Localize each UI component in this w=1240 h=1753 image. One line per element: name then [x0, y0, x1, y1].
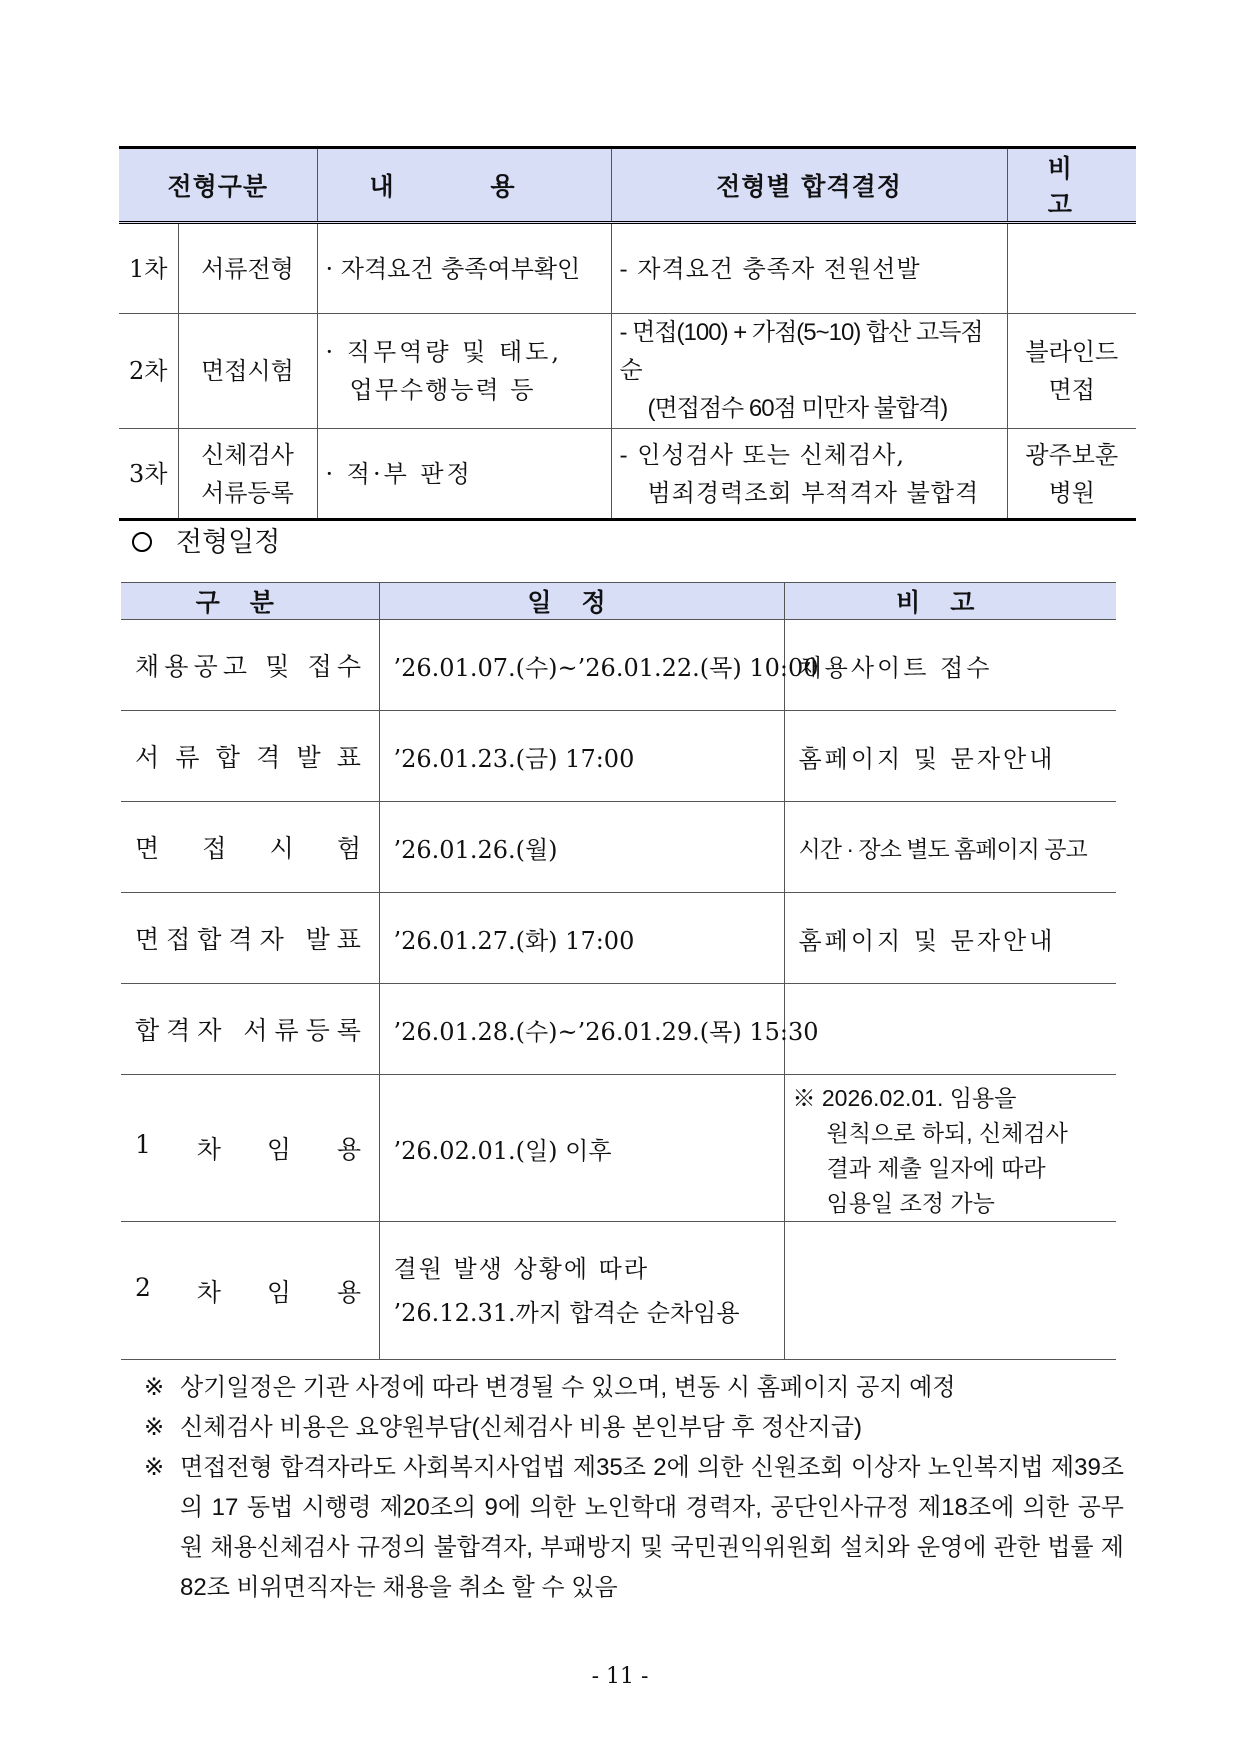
selection-criteria-table	[119, 146, 1136, 521]
table-row	[119, 429, 1136, 520]
category-cell	[121, 620, 379, 711]
header-schedule: 일정	[379, 583, 784, 620]
category-char: 임	[266, 1135, 291, 1164]
page-number: - 11 -	[591, 1664, 649, 1689]
table-row	[121, 711, 1116, 802]
remark-cell: 채용사이트 접수	[784, 620, 1116, 711]
category-char: 등	[305, 1016, 330, 1045]
header-category: 구분	[121, 583, 379, 620]
table-row	[121, 1075, 1116, 1222]
header-decision: 전형별 합격결정	[611, 148, 1007, 223]
category-char: 1	[135, 1130, 151, 1159]
category-char: 용	[336, 1135, 361, 1164]
category-cell	[121, 711, 379, 802]
footnote	[144, 1448, 1124, 1608]
table-row	[121, 893, 1116, 984]
stage-name-cell: 면접시험	[178, 314, 317, 429]
table-row	[119, 223, 1136, 314]
footnote-text: 신체검사 비용은 요양원부담(신체검사 비용 본인부담 후 정산지급)	[180, 1414, 862, 1441]
decision-cell: - 면접(100) + 가점(5~10) 합산 고득점 순 (면접점수 60점 미만자 불합격)	[611, 314, 1007, 429]
category-char: 공	[193, 652, 218, 681]
table1-header-row	[119, 148, 1136, 223]
footnote-text: 상기일정은 기관 사정에 따라 변경될 수 있으며, 변동 시 홈페이지 공지 예정	[180, 1374, 956, 1401]
footnote	[144, 1408, 1124, 1448]
category-char: 류	[274, 1016, 299, 1045]
footnote	[144, 1368, 1124, 1408]
category-char: 발	[305, 925, 330, 954]
stage-cell: 1차	[119, 223, 178, 314]
category-char: 록	[336, 1016, 361, 1045]
category-cell	[121, 984, 379, 1075]
decision-cell: - 인성검사 또는 신체검사, 범죄경력조회 부적격자 불합격	[611, 429, 1007, 520]
category-char: 격	[228, 925, 253, 954]
category-char: 채	[135, 652, 160, 681]
remark-cell: 홈페이지 및 문자안내	[784, 711, 1116, 802]
category-char	[294, 647, 302, 683]
footnotes	[144, 1368, 1124, 1608]
category-char: 격	[166, 1016, 191, 1045]
content-cell: · 직무역량 및 태도, 업무수행능력 등	[317, 314, 611, 429]
reference-mark: ※	[144, 1414, 165, 1441]
stage-cell: 3차	[119, 429, 178, 520]
content-cell: · 자격요건 충족여부확인	[317, 223, 611, 314]
category-cell	[121, 802, 379, 893]
category-char: 험	[336, 834, 361, 863]
category-char	[228, 1011, 236, 1047]
section-title: 전형일정	[176, 527, 281, 558]
category-char: 및	[265, 652, 290, 681]
category-char: 합	[215, 743, 240, 772]
category-char: 서	[135, 743, 160, 772]
schedule-cell: ’26.01.28.(수)~’26.01.29.(목) 15:30	[379, 984, 784, 1075]
category-char: 접	[202, 834, 227, 863]
circle-bullet-icon	[132, 532, 152, 552]
category-char	[252, 647, 260, 683]
category-char: 용	[336, 1277, 361, 1307]
category-char: 합	[135, 1016, 160, 1045]
category-cell	[121, 893, 379, 984]
decision-cell: - 자격요건 충족자 전원선발	[611, 223, 1007, 314]
schedule-cell: ’26.01.07.(수)~’26.01.22.(목) 10:00	[379, 620, 784, 711]
table-row	[121, 984, 1116, 1075]
category-char: 2	[135, 1272, 151, 1302]
stage-name-cell: 서류전형	[178, 223, 317, 314]
category-char: 표	[336, 925, 361, 954]
category-char: 접	[166, 925, 191, 954]
schedule-cell: 결원 발생 상황에 따라 ’26.12.31.까지 합격순 순차임용	[379, 1222, 784, 1360]
remark-cell	[1007, 223, 1136, 314]
stage-name-cell: 신체검사 서류등록	[178, 429, 317, 520]
category-char: 면	[135, 834, 160, 863]
remark-cell	[784, 984, 1116, 1075]
category-char: 임	[266, 1277, 291, 1307]
category-char: 류	[175, 743, 200, 772]
schedule-cell: ’26.01.27.(화) 17:00	[379, 893, 784, 984]
category-char: 격	[256, 743, 281, 772]
schedule-cell: ’26.01.23.(금) 17:00	[379, 711, 784, 802]
category-cell	[121, 1222, 379, 1360]
category-char	[291, 920, 299, 956]
category-char: 발	[296, 743, 321, 772]
reference-mark: ※	[144, 1374, 165, 1401]
schedule-table	[121, 582, 1116, 1360]
remark-cell: 광주보훈 병원	[1007, 429, 1136, 520]
remark-cell	[784, 1222, 1116, 1360]
footnote-text: 면접전형 합격자라도 사회복지사업법 제35조 2에 의한 신원조회 이상자 노인복지법 제39조의 17 동법 시행령 제20조의 9에 의한 노인학대 경력자, 공단인사규정 제18조에 의한 공무원 채용신체검사 규정의 불합격자, 부패방지 및 국민권익위원회 설치와 운영에 관한 법률 제82조 비위면직자는 채용을 취소 할 수 있음	[180, 1454, 1124, 1601]
reference-mark: ※	[144, 1454, 165, 1481]
table-row	[121, 1222, 1116, 1360]
remark-cell: 블라인드 면접	[1007, 314, 1136, 429]
content-cell: · 적·부 판정	[317, 429, 611, 520]
category-char: 서	[243, 1016, 268, 1045]
header-remark: 비고	[784, 583, 1116, 620]
table-row	[119, 314, 1136, 429]
remark-cell: 시간 · 장소 별도 홈페이지 공고	[784, 802, 1116, 893]
header-remark: 비 고	[1007, 148, 1136, 223]
header-content: 내 용	[317, 148, 611, 223]
table-row	[121, 620, 1116, 711]
category-cell	[121, 1075, 379, 1222]
category-char: 고	[222, 652, 247, 681]
remark-cell: ※ 2026.02.01. 임용을 원칙으로 하되, 신체검사 결과 제출 일자에 따라 임용일 조정 가능	[784, 1075, 1116, 1222]
category-char: 표	[336, 743, 361, 772]
category-char: 합	[197, 925, 222, 954]
category-char: 수	[336, 652, 361, 681]
table-row	[121, 802, 1116, 893]
table2-header-row	[121, 583, 1116, 620]
header-stage: 전형구분	[119, 148, 317, 223]
category-char: 자	[197, 1016, 222, 1045]
remark-cell: 홈페이지 및 문자안내	[784, 893, 1116, 984]
category-char: 차	[196, 1277, 221, 1307]
category-char: 시	[269, 834, 294, 863]
category-char: 접	[307, 652, 332, 681]
category-char: 면	[135, 925, 160, 954]
category-char: 자	[259, 925, 284, 954]
category-char: 차	[196, 1135, 221, 1164]
schedule-cell: ’26.02.01.(일) 이후	[379, 1075, 784, 1222]
category-char: 용	[164, 652, 189, 681]
section-heading	[132, 520, 280, 559]
schedule-cell: ’26.01.26.(월)	[379, 802, 784, 893]
stage-cell: 2차	[119, 314, 178, 429]
